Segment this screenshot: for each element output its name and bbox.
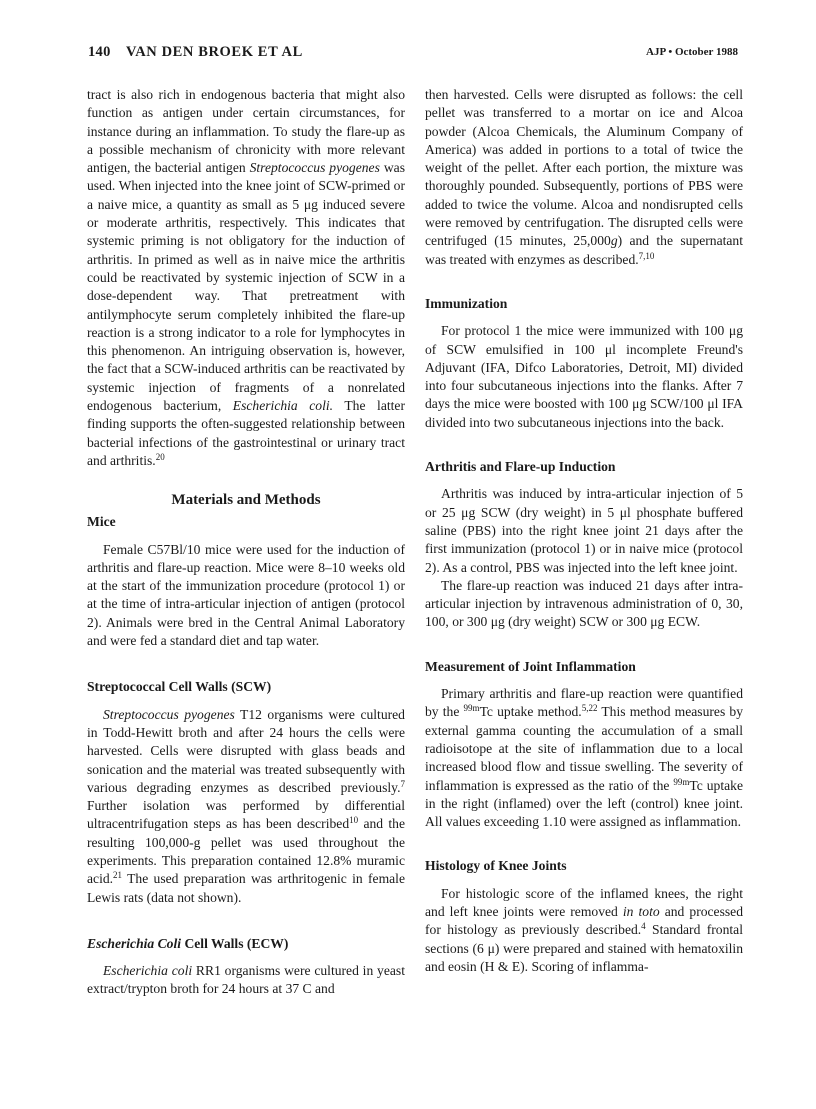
running-head: VAN DEN BROEK ET AL <box>126 44 303 60</box>
histology-paragraph: For histologic score of the inflamed knees, the right and left knee joints were removed in toto and processed for histology as previously described.$^4$ Standard frontal sections (6 μ) were prepared and stained with hematoxilin and eosin (H & E). Scoring of inflamma- <box>425 885 743 974</box>
arthritis-paragraph-2: The flare-up reaction was induced 21 days after intra-articular injection by intravenous administration of 0, 30, 100, or 300 μg (dry weight) SCW or 300 μg ECW. <box>425 577 743 630</box>
scw-heading: Streptococcal Cell Walls (SCW) <box>87 679 272 695</box>
measurement-paragraph: Primary arthritis and flare-up reaction were quantified by the $^{99m}$Tc uptake method.$^{5,22}$ This method measures by external gamma counting the accumulation of a small radioisotope at the site of inflammation due to a local increased blood flow and tissue swelling. The severity of inflammation is expressed as the ratio of the $^{99m}$Tc uptake in the right (inflamed) over the left (control) knee joint. All values exceeding 1.10 were assigned as inflammation. <box>425 686 744 830</box>
mice-paragraph: Female C57Bl/10 mice were used for the induction of arthritis and flare-up reaction. Mice were 8–10 weeks old at the start of the immunization procedure (protocol 1) or at the time of intra-articular injection of antigen (protocol 2). Animals were bred in the Central Animal Laboratory and were fed a standard diet and tap water. <box>87 541 405 649</box>
scw-paragraph: Streptococcus pyogenes T12 organisms were cultured in Todd-Hewitt broth and after 24 hours the cells were harvested. Cells were disrupted with glass beads and sonication and the material was treated subsequently with various degrading enzymes as described previously.$^7$ Further isolation was performed by differential ultracentrifugation steps as has been described$^{10}$ and the resulting 100,000-g pellet was used throughout the experiments. This preparation contained 12.8% muramic acid.$^{21}$ The used preparation was arthritogenic in female Lewis rats (data not shown). <box>87 706 405 905</box>
histology-heading: Histology of Knee Joints <box>425 858 567 874</box>
intro-paragraph: tract is also rich in endogenous bacteria that might also function as antigen under certain circumstances, for instance during an inflammation. To study the flare-up as a possible mechanism of chronicity with more relevant antigen, the bacterial antigen Streptococcus pyogenes was used. When injected into the knee joint of SCW-primed or a naive mice, a quantity as small as 5 μg induced severe or moderate arthritis, respectively. This indicates that systemic priming is not obligatory for the induction of arthritis. In primed as well as in naive mice the arthritis could be reactivated by systemic injection of SCW in a dose-dependent way. That pretreatment with antilymphocyte serum completely inhibited the flare-up reaction is a strong indicator to a role for lymphocytes in this phenomenon. An intriguing observation is, however, the fact that a SCW-induced arthritis can be reactivated by systemic injection of fragments of a nonrelated endogenous bacterium, Escherichia coli. The latter finding supports the often-suggested relationship between bacterial infections of the gastrointestinal or urinary tract and arthritis.$^{20}$ <box>87 87 405 468</box>
journal-info: AJP • October 1988 <box>646 46 738 58</box>
ecw-paragraph: Escherichia coli RR1 organisms were cultured in yeast extract/trypton broth for 24 hours at 37 C and <box>87 963 405 997</box>
arthritis-heading: Arthritis and Flare-up Induction <box>425 459 616 475</box>
measurement-heading: Measurement of Joint Inflammation <box>425 658 636 674</box>
immunization-paragraph: For protocol 1 the mice were immunized with 100 μg of SCW emulsified in 100 μl incomplete Freund's Adjuvant (IFA, Difco Laboratories, Detroit, MI) divided into four subcutaneous injections into the flanks. After 7 days the mice were boosted with 100 μg SCW/100 μl IFA divided into two subcutaneous injections into the back. <box>425 323 743 430</box>
left-column <box>87 86 405 999</box>
page-number: 140 <box>88 44 111 60</box>
continued-paragraph: then harvested. Cells were disrupted as follows: the cell pellet was transferred to a mortar on ice and Alcoa powder (Alcoa Chemicals, the Aluminum Company of America) was added in portions to a total of twice the weight of the pellet. After each portion, the mixture was thoroughly pounded. Subsequently, portions of PBS were added to twice the volume. Alcoa and nondisrupted cells were removed by centrifugation. The disrupted cells were centrifuged (15 minutes, 25,000g) and the supernatant was treated with enzymes as described.$^{7,10}$ <box>425 87 743 267</box>
right-column <box>425 86 743 976</box>
ecw-heading: Escherichia Coli Cell Walls (ECW) <box>87 935 289 951</box>
arthritis-paragraph-1: Arthritis was induced by intra-articular injection of 5 or 25 μg SCW (dry weight) in 5 μl phosphate buffered saline (PBS) into the right knee joint 21 days after the first immunization (protocol 1) or in naive mice (protocol 2). As a control, PBS was injected into the left knee joint. <box>425 486 743 575</box>
page-header <box>88 44 738 66</box>
immunization-heading: Immunization <box>425 295 508 311</box>
section-title: Materials and Methods <box>171 492 321 509</box>
mice-heading: Mice <box>87 514 116 530</box>
